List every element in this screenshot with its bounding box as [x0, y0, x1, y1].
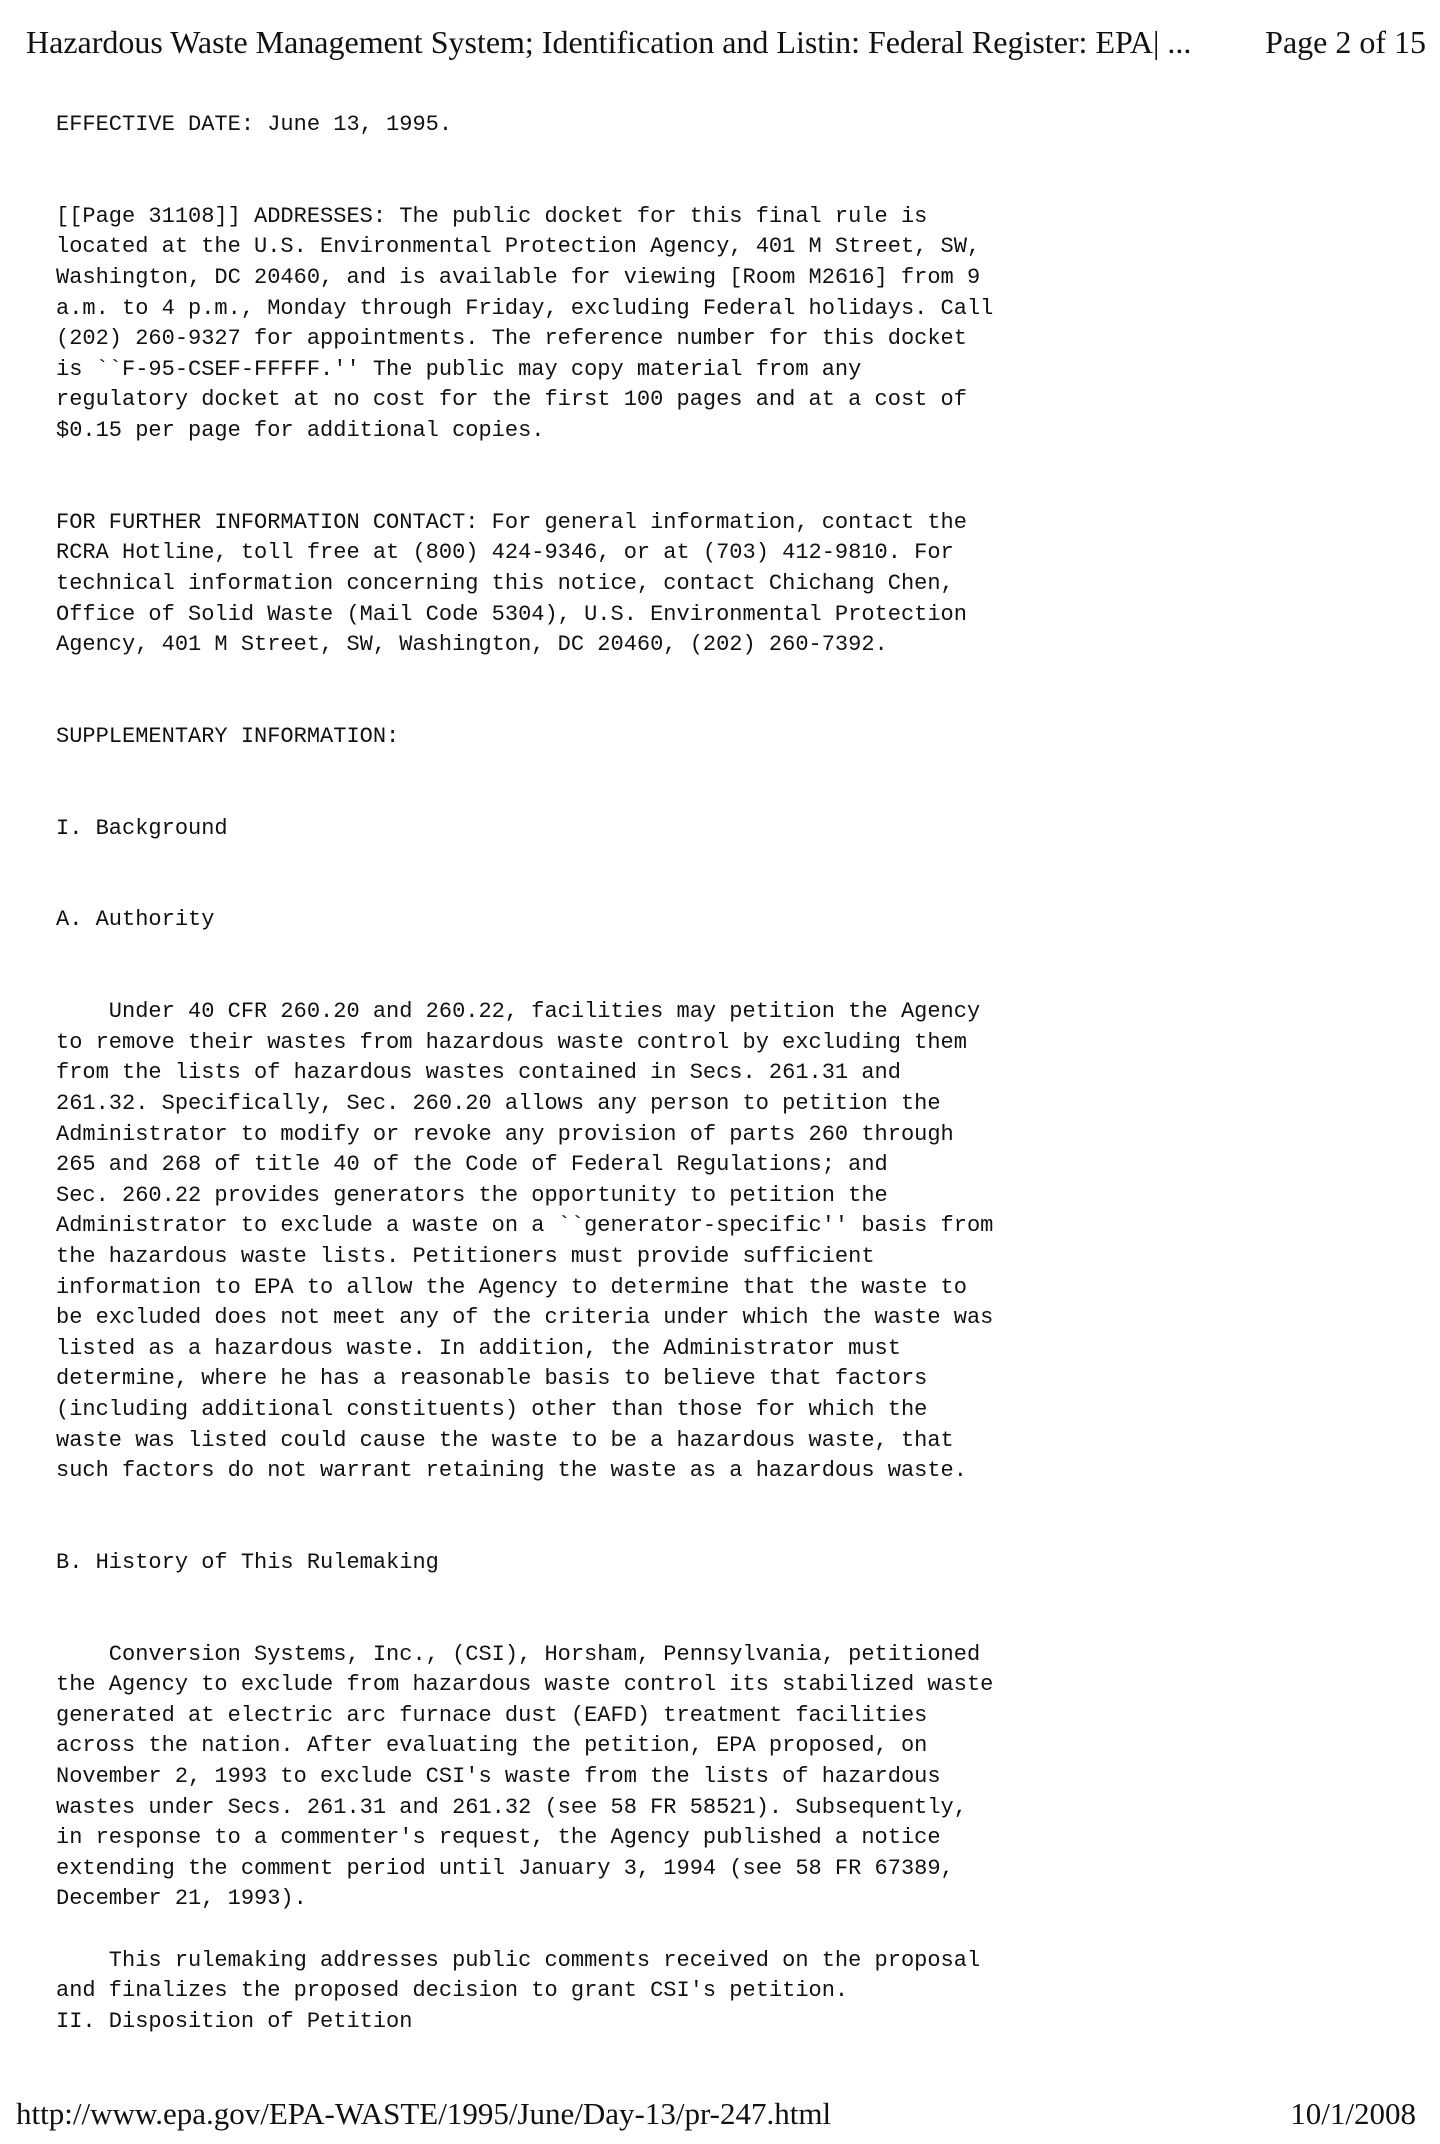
text-line: to remove their wastes from hazardous waste control by excluding them	[56, 1029, 967, 1055]
text-line: regulatory docket at no cost for the first 100 pages and at a cost of	[56, 387, 967, 413]
blank-line	[56, 171, 1376, 202]
blank-line	[56, 691, 1376, 722]
text-line: Washington, DC 20460, and is available for viewing [Room M2616] from 9	[56, 264, 981, 290]
source-url[interactable]: http://www.epa.gov/EPA-WASTE/1995/June/Day-13/pr-247.html	[16, 2096, 832, 2131]
text-line: is ``F-95-CSEF-FFFFF.'' The public may copy material from any	[56, 356, 862, 382]
text-line: Administrator to modify or revoke any provision of parts 260 through	[56, 1121, 954, 1147]
text-line: and finalizes the proposed decision to grant CSI's petition.	[56, 1978, 849, 2004]
text-line: information to EPA to allow the Agency to determine that the waste to	[56, 1274, 967, 1300]
text-line: generated at electric arc furnace dust (EAFD) treatment facilities	[56, 1702, 928, 1728]
text-line: listed as a hazardous waste. In addition, the Administrator must	[56, 1335, 901, 1361]
blank-line	[56, 967, 1376, 998]
page-indicator: Page 2 of 15	[1265, 24, 1426, 60]
blank-line	[56, 447, 1376, 478]
document-title: Hazardous Waste Management System; Identification and Listin: Federal Register: EPA| ...	[26, 24, 1192, 60]
text-line: 265 and 268 of title 40 of the Code of Federal Regulations; and	[56, 1152, 888, 1178]
text-line: such factors do not warrant retaining the waste as a hazardous waste.	[56, 1458, 967, 1484]
text-line: wastes under Secs. 261.31 and 261.32 (see 58 FR 58521). Subsequently,	[56, 1794, 967, 1820]
text-line: technical information concerning this notice, contact Chichang Chen,	[56, 570, 954, 596]
blank-line	[56, 1517, 1376, 1548]
document-body	[56, 110, 1376, 2037]
blank-line	[56, 844, 1376, 875]
page-footer	[16, 2095, 1416, 2133]
text-line: the Agency to exclude from hazardous waste control its stabilized waste	[56, 1672, 994, 1698]
text-line: be excluded does not meet any of the criteria under which the waste was	[56, 1305, 994, 1331]
text-line: Office of Solid Waste (Mail Code 5304), U.S. Environmental Protection	[56, 601, 967, 627]
text-line: from the lists of hazardous wastes contained in Secs. 261.31 and	[56, 1060, 901, 1086]
text-line: across the nation. After evaluating the petition, EPA proposed, on	[56, 1733, 928, 1759]
text-line: 261.32. Specifically, Sec. 260.20 allows any person to petition the	[56, 1091, 941, 1116]
text-line: Sec. 260.22 provides generators the opportunity to petition the	[56, 1182, 888, 1208]
text-line: FOR FURTHER INFORMATION CONTACT: For general information, contact the	[56, 509, 967, 535]
text-line: This rulemaking addresses public comments received on the proposal	[56, 1947, 981, 1973]
text-line: a.m. to 4 p.m., Monday through Friday, excluding Federal holidays. Call	[56, 295, 994, 321]
blank-line	[56, 141, 1376, 172]
text-line: Administrator to exclude a waste on a ``generator-specific'' basis from	[56, 1213, 994, 1239]
text-line: Under 40 CFR 260.20 and 260.22, facilities may petition the Agency	[56, 999, 981, 1025]
text-line: Agency, 401 M Street, SW, Washington, DC 20460, (202) 260-7392.	[56, 632, 888, 658]
text-line: November 2, 1993 to exclude CSI's waste from the lists of hazardous	[56, 1764, 941, 1790]
text-line: (including additional constituents) other than those for which the	[56, 1396, 928, 1422]
text-line: $0.15 per page for additional copies.	[56, 417, 545, 443]
text-line: SUPPLEMENTARY INFORMATION:	[56, 723, 400, 749]
blank-line	[56, 1915, 1376, 1946]
text-line: I. Background	[56, 815, 228, 841]
text-line: A. Authority	[56, 907, 215, 933]
text-line: B. History of This Rulemaking	[56, 1549, 439, 1575]
blank-line	[56, 1579, 1376, 1610]
text-line: waste was listed could cause the waste to be a hazardous waste, that	[56, 1427, 954, 1453]
text-line: located at the U.S. Environmental Protection Agency, 401 M Street, SW,	[56, 234, 981, 260]
text-line: [[Page 31108]] ADDRESSES: The public docket for this final rule is	[56, 203, 928, 229]
text-line: determine, where he has a reasonable basis to believe that factors	[56, 1366, 928, 1392]
text-line: extending the comment period until January 3, 1994 (see 58 FR 67389,	[56, 1855, 954, 1881]
blank-line	[56, 1609, 1376, 1640]
text-line: December 21, 1993).	[56, 1886, 307, 1912]
blank-line	[56, 752, 1376, 783]
page-header	[26, 22, 1426, 62]
blank-line	[56, 477, 1376, 508]
text-line: Conversion Systems, Inc., (CSI), Horsham, Pennsylvania, petitioned	[56, 1641, 981, 1667]
text-line: EFFECTIVE DATE: June 13, 1995.	[56, 112, 453, 137]
text-line: RCRA Hotline, toll free at (800) 424-9346, or at (703) 412-9810. For	[56, 540, 954, 566]
blank-line	[56, 936, 1376, 967]
text-line: the hazardous waste lists. Petitioners must provide sufficient	[56, 1243, 875, 1269]
text-line: II. Disposition of Petition	[56, 2008, 413, 2034]
blank-line	[56, 783, 1376, 814]
print-date: 10/1/2008	[1290, 2096, 1416, 2131]
text-line: (202) 260-9327 for appointments. The reference number for this docket	[56, 326, 967, 352]
blank-line	[56, 875, 1376, 906]
text-line: in response to a commenter's request, the Agency published a notice	[56, 1825, 941, 1851]
blank-line	[56, 661, 1376, 692]
blank-line	[56, 1487, 1376, 1518]
